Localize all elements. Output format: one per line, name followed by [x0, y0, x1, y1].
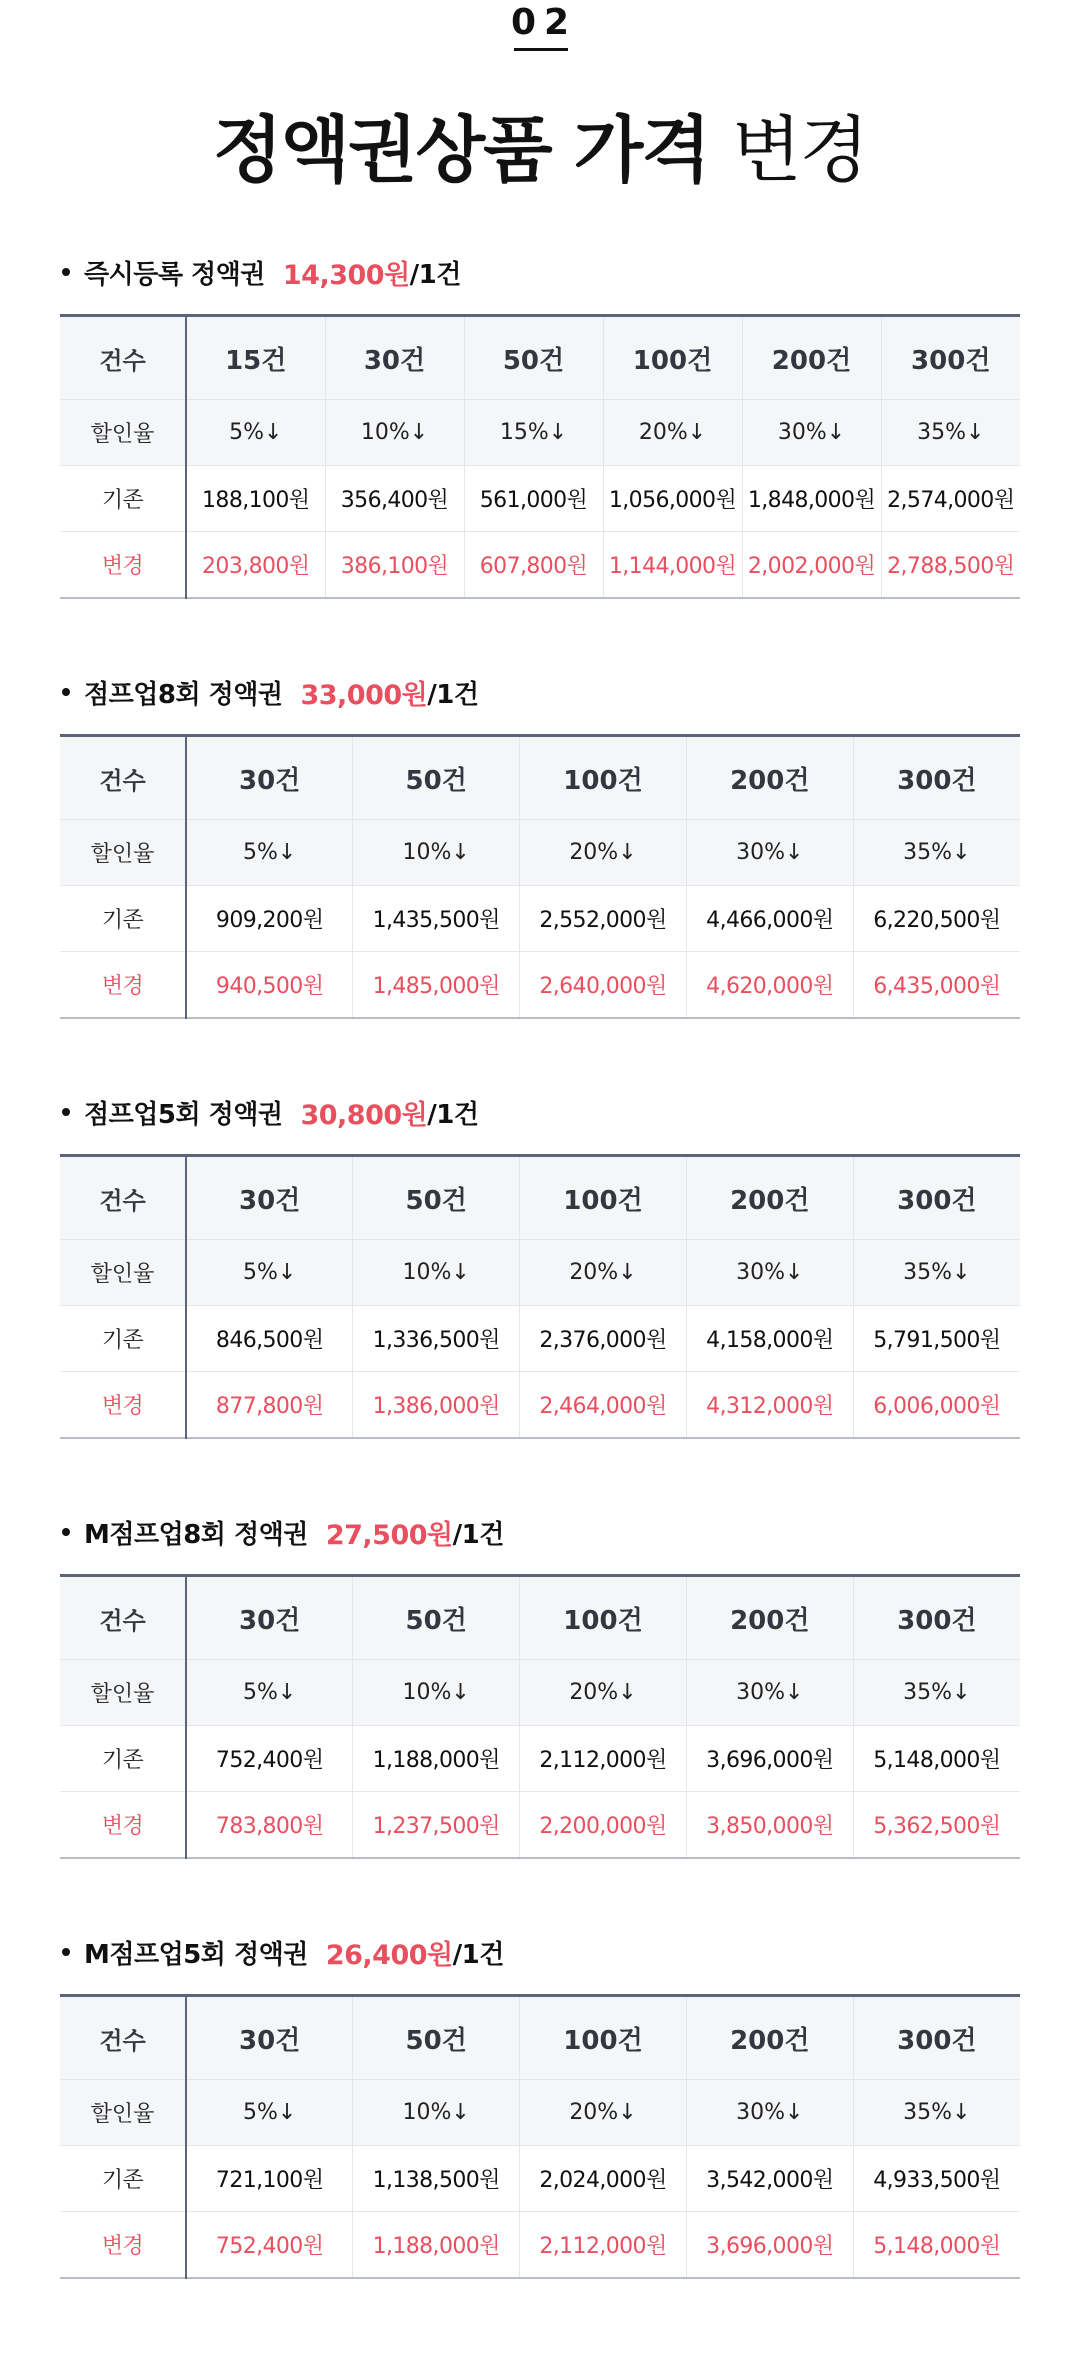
discount-rate-cell: 5%↓: [229, 420, 283, 445]
count-row: [60, 316, 1020, 400]
row-label: 변경: [60, 952, 186, 1018]
discount-rate-row: [60, 1660, 1020, 1726]
count-cell: 30건: [238, 1185, 301, 1216]
discount-rate-cell: 5%↓: [242, 2100, 297, 2125]
count-cell: 200건: [686, 1576, 853, 1660]
row-label: 건수: [60, 736, 186, 820]
previous-price-cell: 846,500원: [215, 1328, 324, 1353]
count-cell: 100건: [520, 1996, 687, 2080]
previous-price-cell: 6,220,500원: [853, 886, 1020, 952]
changed-price-cell: 5,362,500원: [853, 1792, 1020, 1858]
discount-rate-cell: 5%↓: [242, 1680, 297, 1705]
discount-rate-cell: 20%↓: [520, 1660, 687, 1726]
count-cell: 300건: [853, 1576, 1020, 1660]
discount-rate-row: [60, 820, 1020, 886]
section-heading: [60, 1092, 478, 1132]
changed-price-cell: 5,148,000원: [853, 2212, 1020, 2278]
discount-rate-cell: 35%↓: [881, 400, 1020, 466]
changed-price-row: [60, 532, 1020, 598]
row-label: 변경: [60, 1792, 186, 1858]
count-cell: 30건: [325, 316, 464, 400]
unit-price: 27,500원: [325, 1519, 453, 1551]
price-unit: /1건: [409, 259, 461, 290]
count-cell: 30건: [238, 1605, 301, 1636]
discount-rate-cell: 10%↓: [353, 2080, 520, 2146]
count-cell: 30건: [238, 765, 301, 796]
count-row: [60, 1996, 1020, 2080]
changed-price-cell: 6,435,000원: [853, 952, 1020, 1018]
previous-price-cell: 752,400원: [215, 1748, 324, 1773]
count-cell: 300건: [853, 1156, 1020, 1240]
discount-rate-row: [60, 400, 1020, 466]
row-label: 할인율: [60, 2080, 186, 2146]
previous-price-cell: 1,848,000원: [742, 466, 881, 532]
row-label: 할인율: [60, 400, 186, 466]
changed-price-cell: 1,386,000원: [353, 1372, 520, 1438]
previous-price-cell: 721,100원: [215, 2168, 324, 2193]
previous-price-row: [60, 2146, 1020, 2212]
count-cell: 50건: [353, 1156, 520, 1240]
row-label: 변경: [60, 2212, 186, 2278]
count-cell: 30건: [238, 2025, 301, 2056]
page-title-light: 변경: [731, 108, 868, 192]
discount-rate-cell: 30%↓: [686, 820, 853, 886]
changed-price-cell: 2,112,000원: [520, 2212, 687, 2278]
previous-price-cell: 909,200원: [215, 908, 324, 933]
previous-price-cell: 561,000원: [464, 466, 603, 532]
price-unit: /1건: [427, 679, 479, 710]
bullet-icon: [62, 688, 70, 696]
price-unit: /1건: [452, 1519, 504, 1550]
changed-price-cell: 2,464,000원: [520, 1372, 687, 1438]
previous-price-cell: 2,112,000원: [520, 1726, 687, 1792]
count-cell: 200건: [686, 1996, 853, 2080]
bullet-icon: [62, 1948, 70, 1956]
changed-price-cell: 386,100원: [325, 532, 464, 598]
previous-price-cell: 1,336,500원: [353, 1306, 520, 1372]
previous-price-cell: 2,024,000원: [520, 2146, 687, 2212]
count-cell: 50건: [353, 1996, 520, 2080]
count-cell: 300건: [853, 736, 1020, 820]
section-heading: [60, 1512, 504, 1552]
previous-price-cell: 3,696,000원: [686, 1726, 853, 1792]
row-label: 할인율: [60, 1660, 186, 1726]
count-cell: 200건: [686, 736, 853, 820]
product-name: M점프업5회 정액권: [84, 1939, 308, 1970]
count-cell: 200건: [742, 316, 881, 400]
discount-rate-cell: 10%↓: [353, 820, 520, 886]
row-label: 기존: [60, 1306, 186, 1372]
row-label: 기존: [60, 886, 186, 952]
previous-price-row: [60, 1726, 1020, 1792]
row-label: 건수: [60, 316, 186, 400]
price-unit: /1건: [427, 1099, 479, 1130]
section-number: 02: [510, 2, 578, 43]
row-label: 할인율: [60, 1240, 186, 1306]
section-heading: [60, 1932, 504, 1972]
changed-price-cell: 1,188,000원: [353, 2212, 520, 2278]
changed-price-cell: 2,002,000원: [742, 532, 881, 598]
count-cell: 50건: [353, 1576, 520, 1660]
count-cell: 300건: [853, 1996, 1020, 2080]
changed-price-cell: 1,144,000원: [603, 532, 742, 598]
row-label: 건수: [60, 1576, 186, 1660]
changed-price-cell: 752,400원: [215, 2233, 324, 2259]
changed-price-cell: 203,800원: [202, 553, 310, 579]
discount-rate-cell: 15%↓: [464, 400, 603, 466]
bullet-icon: [62, 268, 70, 276]
page-title-bold: 정액권상품 가격: [212, 108, 709, 192]
section-heading: [60, 672, 478, 712]
count-row: [60, 736, 1020, 820]
bullet-icon: [62, 1108, 70, 1116]
previous-price-cell: 2,574,000원: [881, 466, 1020, 532]
count-cell: 100건: [520, 1156, 687, 1240]
section-number-underline: [514, 48, 568, 51]
unit-price: 26,400원: [325, 1939, 453, 1971]
previous-price-cell: 1,138,500원: [353, 2146, 520, 2212]
previous-price-cell: 1,188,000원: [353, 1726, 520, 1792]
previous-price-cell: 188,100원: [202, 488, 310, 513]
discount-rate-cell: 5%↓: [242, 840, 297, 865]
page-title: [0, 92, 1080, 196]
count-cell: 50건: [464, 316, 603, 400]
previous-price-cell: 1,435,500원: [353, 886, 520, 952]
bullet-icon: [62, 1528, 70, 1536]
product-name: 즉시등록 정액권: [84, 259, 265, 290]
row-label: 변경: [60, 1372, 186, 1438]
previous-price-cell: 2,376,000원: [520, 1306, 687, 1372]
changed-price-cell: 1,485,000원: [353, 952, 520, 1018]
previous-price-row: [60, 1306, 1020, 1372]
price-table: [60, 734, 1020, 1019]
product-name: M점프업8회 정액권: [84, 1519, 308, 1550]
count-cell: 100건: [520, 1576, 687, 1660]
count-cell: 300건: [881, 316, 1020, 400]
changed-price-cell: 2,788,500원: [881, 532, 1020, 598]
count-cell: 200건: [686, 1156, 853, 1240]
discount-rate-cell: 30%↓: [686, 2080, 853, 2146]
discount-rate-cell: 10%↓: [353, 1660, 520, 1726]
changed-price-row: [60, 1792, 1020, 1858]
changed-price-cell: 607,800원: [464, 532, 603, 598]
previous-price-cell: 5,791,500원: [853, 1306, 1020, 1372]
count-cell: 100건: [603, 316, 742, 400]
discount-rate-row: [60, 2080, 1020, 2146]
row-label: 할인율: [60, 820, 186, 886]
price-table: [60, 1154, 1020, 1439]
discount-rate-cell: 20%↓: [520, 1240, 687, 1306]
changed-price-cell: 4,312,000원: [686, 1372, 853, 1438]
previous-price-cell: 4,158,000원: [686, 1306, 853, 1372]
row-label: 변경: [60, 532, 186, 598]
changed-price-cell: 877,800원: [215, 1393, 324, 1419]
count-row: [60, 1576, 1020, 1660]
previous-price-cell: 2,552,000원: [520, 886, 687, 952]
discount-rate-cell: 10%↓: [325, 400, 464, 466]
changed-price-cell: 1,237,500원: [353, 1792, 520, 1858]
previous-price-row: [60, 886, 1020, 952]
discount-rate-cell: 10%↓: [353, 1240, 520, 1306]
count-cell: 15건: [225, 345, 287, 376]
changed-price-cell: 4,620,000원: [686, 952, 853, 1018]
previous-price-cell: 4,933,500원: [853, 2146, 1020, 2212]
discount-rate-cell: 30%↓: [686, 1660, 853, 1726]
changed-price-row: [60, 952, 1020, 1018]
count-cell: 50건: [353, 736, 520, 820]
previous-price-row: [60, 466, 1020, 532]
discount-rate-cell: 20%↓: [520, 820, 687, 886]
changed-price-cell: 6,006,000원: [853, 1372, 1020, 1438]
changed-price-cell: 2,200,000원: [520, 1792, 687, 1858]
row-label: 건수: [60, 1156, 186, 1240]
discount-rate-cell: 30%↓: [742, 400, 881, 466]
discount-rate-row: [60, 1240, 1020, 1306]
discount-rate-cell: 35%↓: [853, 1660, 1020, 1726]
count-row: [60, 1156, 1020, 1240]
discount-rate-cell: 5%↓: [242, 1260, 297, 1285]
price-unit: /1건: [452, 1939, 504, 1970]
changed-price-cell: 940,500원: [215, 973, 324, 999]
unit-price: 14,300원: [282, 259, 410, 291]
row-label: 기존: [60, 2146, 186, 2212]
changed-price-row: [60, 1372, 1020, 1438]
discount-rate-cell: 30%↓: [686, 1240, 853, 1306]
discount-rate-cell: 20%↓: [603, 400, 742, 466]
product-name: 점프업8회 정액권: [84, 679, 283, 710]
changed-price-cell: 3,850,000원: [686, 1792, 853, 1858]
previous-price-cell: 3,542,000원: [686, 2146, 853, 2212]
section-heading: [60, 252, 461, 292]
price-table: [60, 1994, 1020, 2279]
unit-price: 33,000원: [300, 679, 428, 711]
unit-price: 30,800원: [300, 1099, 428, 1131]
previous-price-cell: 5,148,000원: [853, 1726, 1020, 1792]
row-label: 건수: [60, 1996, 186, 2080]
price-table: [60, 314, 1020, 599]
changed-price-cell: 3,696,000원: [686, 2212, 853, 2278]
discount-rate-cell: 20%↓: [520, 2080, 687, 2146]
discount-rate-cell: 35%↓: [853, 2080, 1020, 2146]
discount-rate-cell: 35%↓: [853, 1240, 1020, 1306]
price-table: [60, 1574, 1020, 1859]
changed-price-row: [60, 2212, 1020, 2278]
row-label: 기존: [60, 466, 186, 532]
count-cell: 100건: [520, 736, 687, 820]
discount-rate-cell: 35%↓: [853, 820, 1020, 886]
changed-price-cell: 2,640,000원: [520, 952, 687, 1018]
product-name: 점프업5회 정액권: [84, 1099, 283, 1130]
row-label: 기존: [60, 1726, 186, 1792]
changed-price-cell: 783,800원: [215, 1813, 324, 1839]
previous-price-cell: 1,056,000원: [603, 466, 742, 532]
previous-price-cell: 4,466,000원: [686, 886, 853, 952]
previous-price-cell: 356,400원: [325, 466, 464, 532]
